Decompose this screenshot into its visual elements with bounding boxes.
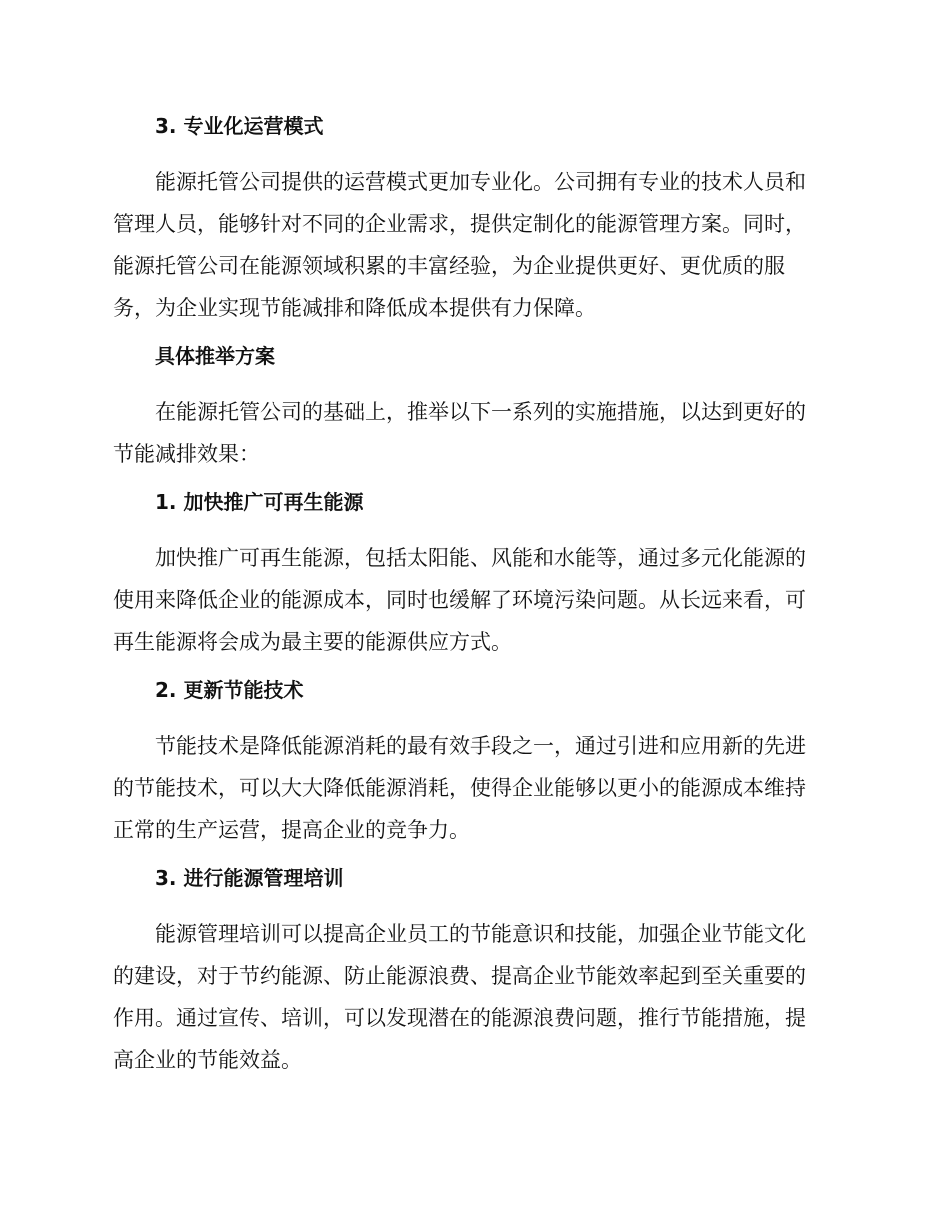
- paragraph-update-energy-saving-technology: [113, 725, 838, 851]
- document-content: [113, 111, 838, 1081]
- paragraph-professional-operation-mode: [113, 161, 838, 329]
- paragraph-line: 加快推广可再生能源，包括太阳能、风能和水能等，通过多元化能源的: [155, 546, 806, 570]
- paragraph-line: 高企业的节能效益。: [113, 1048, 302, 1072]
- paragraph-line: 节能减排效果：: [113, 442, 260, 466]
- paragraph-line: 节能技术是降低能源消耗的最有效手段之一，通过引进和应用新的先进: [155, 734, 806, 758]
- paragraph-energy-management-training: [113, 913, 838, 1081]
- paragraph-line: 再生能源将会成为最主要的能源供应方式。: [113, 630, 512, 654]
- paragraph-line: 在能源托管公司的基础上，推举以下一系列的实施措施，以达到更好的: [155, 400, 806, 424]
- paragraph-line: 使用来降低企业的能源成本，同时也缓解了环境污染问题。从长远来看，可: [113, 588, 806, 612]
- paragraph-line: 能源托管公司在能源领域积累的丰富经验，为企业提供更好、更优质的服: [113, 254, 785, 278]
- paragraph-accelerate-renewable-energy: [113, 537, 838, 663]
- paragraph-line: 能源托管公司提供的运营模式更加专业化。公司拥有专业的技术人员和: [155, 170, 806, 194]
- paragraph-line: 管理人员，能够针对不同的企业需求，提供定制化的能源管理方案。同时，: [113, 212, 806, 236]
- paragraph-line: 作用。通过宣传、培训，可以发现潜在的能源浪费问题，推行节能措施，提: [113, 1006, 806, 1030]
- paragraph-specific-recommendation-plan: [113, 391, 838, 475]
- heading-update-energy-saving-technology: 2. 更新节能技术: [155, 678, 304, 702]
- paragraph-line: 的建设，对于节约能源、防止能源浪费、提高企业节能效率起到至关重要的: [113, 964, 806, 988]
- paragraph-line: 正常的生产运营，提高企业的竞争力。: [113, 818, 470, 842]
- paragraph-line: 务，为企业实现节能减排和降低成本提供有力保障。: [113, 296, 596, 320]
- heading-energy-management-training: 3. 进行能源管理培训: [155, 866, 344, 890]
- heading-accelerate-renewable-energy: 1. 加快推广可再生能源: [155, 490, 364, 514]
- heading-specific-recommendation-plan: 具体推举方案: [155, 344, 275, 368]
- paragraph-line: 能源管理培训可以提高企业员工的节能意识和技能，加强企业节能文化: [155, 922, 806, 946]
- heading-professional-operation-mode: 3. 专业化运营模式: [155, 114, 324, 138]
- paragraph-line: 的节能技术，可以大大降低能源消耗，使得企业能够以更小的能源成本维持: [113, 776, 806, 800]
